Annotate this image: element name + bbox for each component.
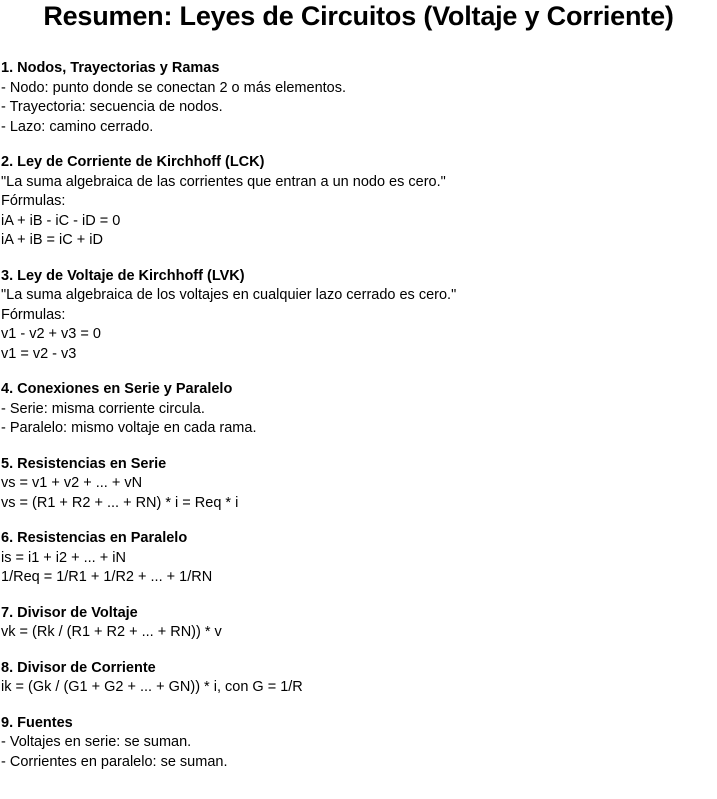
section-line: - Voltajes en serie: se suman. [1,734,192,750]
section-heading: 8. Divisor de Corriente [1,659,156,676]
formula-line: vs = (R1 + R2 + ... + RN) * i = Req * i [1,494,239,511]
formula-line: v1 = v2 - v3 [1,345,77,362]
section-heading: 1. Nodos, Trayectorias y Ramas [1,60,220,76]
section-lvk [1,267,713,365]
section-line: "La suma algebraica de los voltajes en cualquier lazo cerrado es cero." [1,287,457,303]
section-line: - Nodo: punto donde se conectan 2 o más elementos. [1,79,346,96]
formula-line: ik = (Gk / (G1 + G2 + ... + GN)) * i, con G = 1/R [1,679,303,695]
formula-line: vs = v1 + v2 + ... + vN [1,475,143,491]
document-body [1,59,713,788]
section-voltage-divider [1,604,713,643]
section-heading: 6. Resistencias en Paralelo [1,530,188,546]
formula-line: iA + iB = iC + iD [1,232,103,248]
section-line: - Serie: misma corriente circula. [1,400,205,417]
section-line: - Lazo: camino cerrado. [1,118,154,135]
section-series-resistors [1,455,713,514]
formula-line: 1/Req = 1/R1 + 1/R2 + ... + 1/RN [1,569,213,585]
section-parallel-resistors [1,529,713,588]
section-line: Fórmulas: [1,193,66,209]
section-heading: 9. Fuentes [1,714,73,731]
section-line: - Trayectoria: secuencia de nodos. [1,99,223,115]
section-line: "La suma algebraica de las corrientes que entran a un nodo es cero." [1,173,446,190]
section-connections [1,380,713,439]
formula-line: iA + iB - iC - iD = 0 [1,212,121,229]
section-sources [1,714,713,773]
section-nodes [1,59,713,137]
section-heading: 3. Ley de Voltaje de Kirchhoff (LVK) [1,267,245,284]
formula-line: v1 - v2 + v3 = 0 [1,326,101,342]
section-heading: 7. Divisor de Voltaje [1,604,138,621]
section-heading: 5. Resistencias en Serie [1,455,167,472]
section-heading: 4. Conexiones en Serie y Paralelo [1,381,233,397]
section-heading: 2. Ley de Corriente de Kirchhoff (LCK) [1,154,265,170]
formula-line: is = i1 + i2 + ... + iN [1,549,126,566]
section-current-divider [1,659,713,698]
section-line: - Corrientes en paralelo: se suman. [1,753,228,770]
section-line: - Paralelo: mismo voltaje en cada rama. [1,420,257,436]
document-title: Resumen: Leyes de Circuitos (Voltaje y Corriente) [43,1,674,31]
formula-line: vk = (Rk / (R1 + R2 + ... + RN)) * v [1,624,222,640]
section-line: Fórmulas: [1,306,66,323]
section-lck [1,153,713,251]
